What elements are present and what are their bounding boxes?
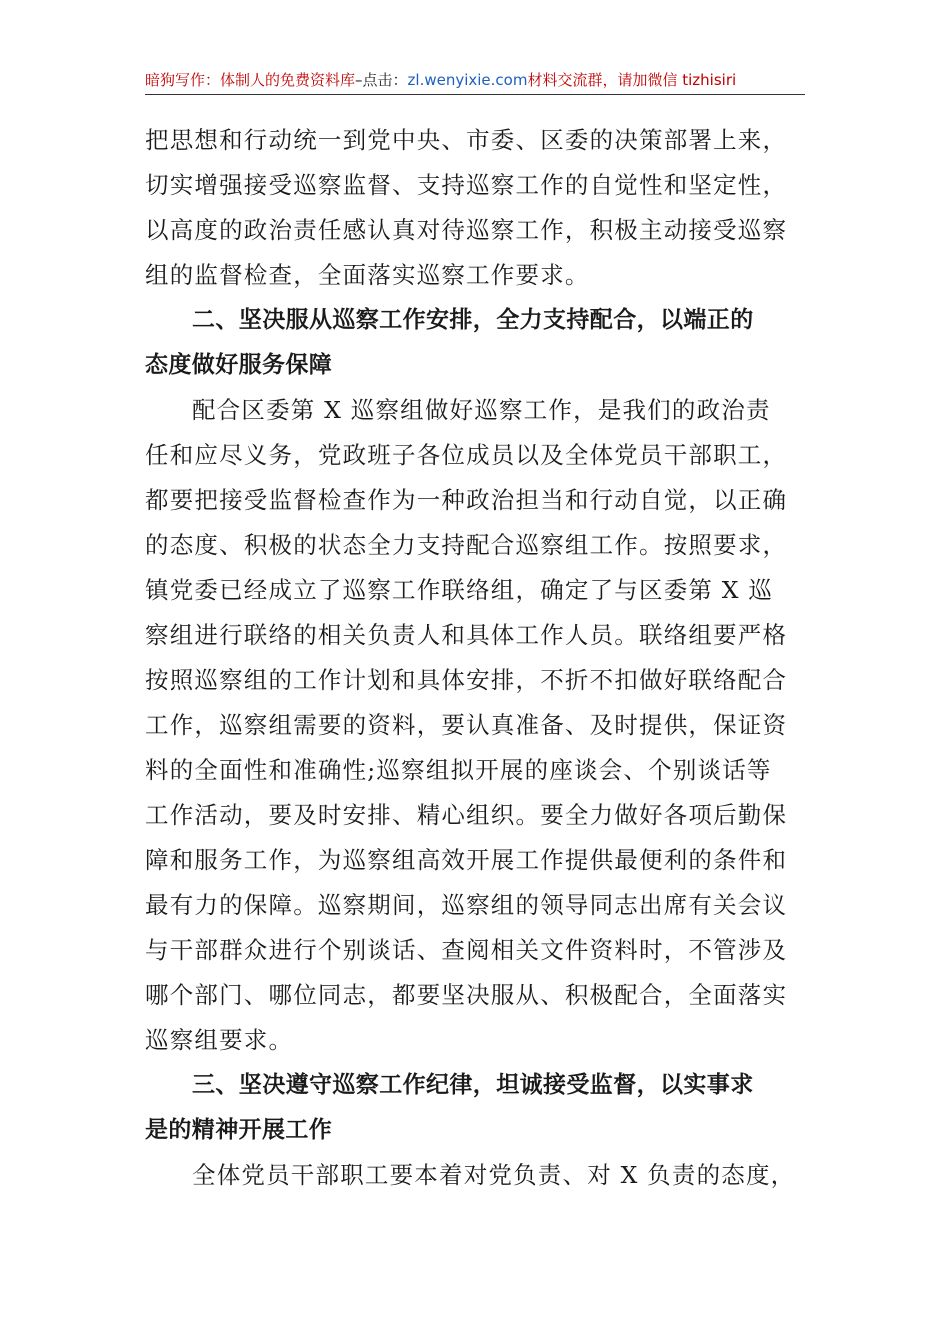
body-line: 的态度、积极的状态全力支持配合巡察组工作。按照要求， bbox=[145, 531, 788, 559]
body-line: 都要把接受监督检查作为一种政治担当和行动自觉，以正确 bbox=[145, 486, 788, 514]
section-heading-3: 三、坚决遵守巡察工作纪律，坦诚接受监督，以实事求 bbox=[192, 1072, 754, 1098]
body-line: 组的监督检查，全面落实巡察工作要求。 bbox=[145, 261, 590, 289]
body-line: 把思想和行动统一到党中央、市委、区委的决策部署上来， bbox=[145, 126, 788, 154]
document-body bbox=[145, 118, 810, 1198]
body-line: 哪个部门、哪位同志，都要坚决服从、积极配合，全面落实 bbox=[145, 981, 788, 1009]
header-suffix: 材料交流群，请加微信 tizhisiri bbox=[527, 71, 737, 89]
body-line: 最有力的保障。巡察期间，巡察组的领导同志出席有关会议 bbox=[145, 891, 788, 919]
header-click-prefix: –点击： bbox=[355, 71, 408, 89]
page-header bbox=[145, 66, 805, 94]
body-line: 巡察组要求。 bbox=[145, 1026, 294, 1054]
body-line: 以高度的政治责任感认真对待巡察工作，积极主动接受巡察 bbox=[145, 216, 788, 244]
body-line: 料的全面性和准确性;巡察组拟开展的座谈会、个别谈话等 bbox=[145, 756, 772, 784]
body-line: 镇党委已经成立了巡察工作联络组，确定了与区委第 X 巡 bbox=[145, 576, 774, 604]
body-line: 按照巡察组的工作计划和具体安排，不折不扣做好联络配合 bbox=[145, 666, 788, 694]
body-line: 切实增强接受巡察监督、支持巡察工作的自觉性和坚定性， bbox=[145, 171, 788, 199]
header-divider bbox=[145, 94, 805, 95]
header-url-link[interactable]: zl.wenyixie.com bbox=[407, 71, 528, 89]
body-line: 工作，巡察组需要的资料，要认真准备、及时提供，保证资 bbox=[145, 711, 788, 739]
body-line: 任和应尽义务，党政班子各位成员以及全体党员干部职工， bbox=[145, 441, 788, 469]
body-line: 与干部群众进行个别谈话、查阅相关文件资料时，不管涉及 bbox=[145, 936, 788, 964]
paragraph-start: 全体党员干部职工要本着对党负责、对 X 负责的态度， bbox=[192, 1161, 796, 1189]
section-heading-2-cont: 态度做好服务保障 bbox=[145, 352, 333, 378]
section-heading-3-cont: 是的精神开展工作 bbox=[145, 1117, 333, 1143]
body-line: 工作活动，要及时安排、精心组织。要全力做好各项后勤保 bbox=[145, 801, 788, 829]
body-line: 障和服务工作，为巡察组高效开展工作提供最便利的条件和 bbox=[145, 846, 788, 874]
paragraph-start: 配合区委第 X 巡察组做好巡察工作，是我们的政治责 bbox=[192, 396, 771, 424]
header-brand: 暗狗写作：体制人的免费资料库 bbox=[145, 71, 356, 89]
section-heading-2: 二、坚决服从巡察工作安排，全力支持配合，以端正的 bbox=[192, 307, 754, 333]
body-line: 察组进行联络的相关负责人和具体工作人员。联络组要严格 bbox=[145, 621, 788, 649]
